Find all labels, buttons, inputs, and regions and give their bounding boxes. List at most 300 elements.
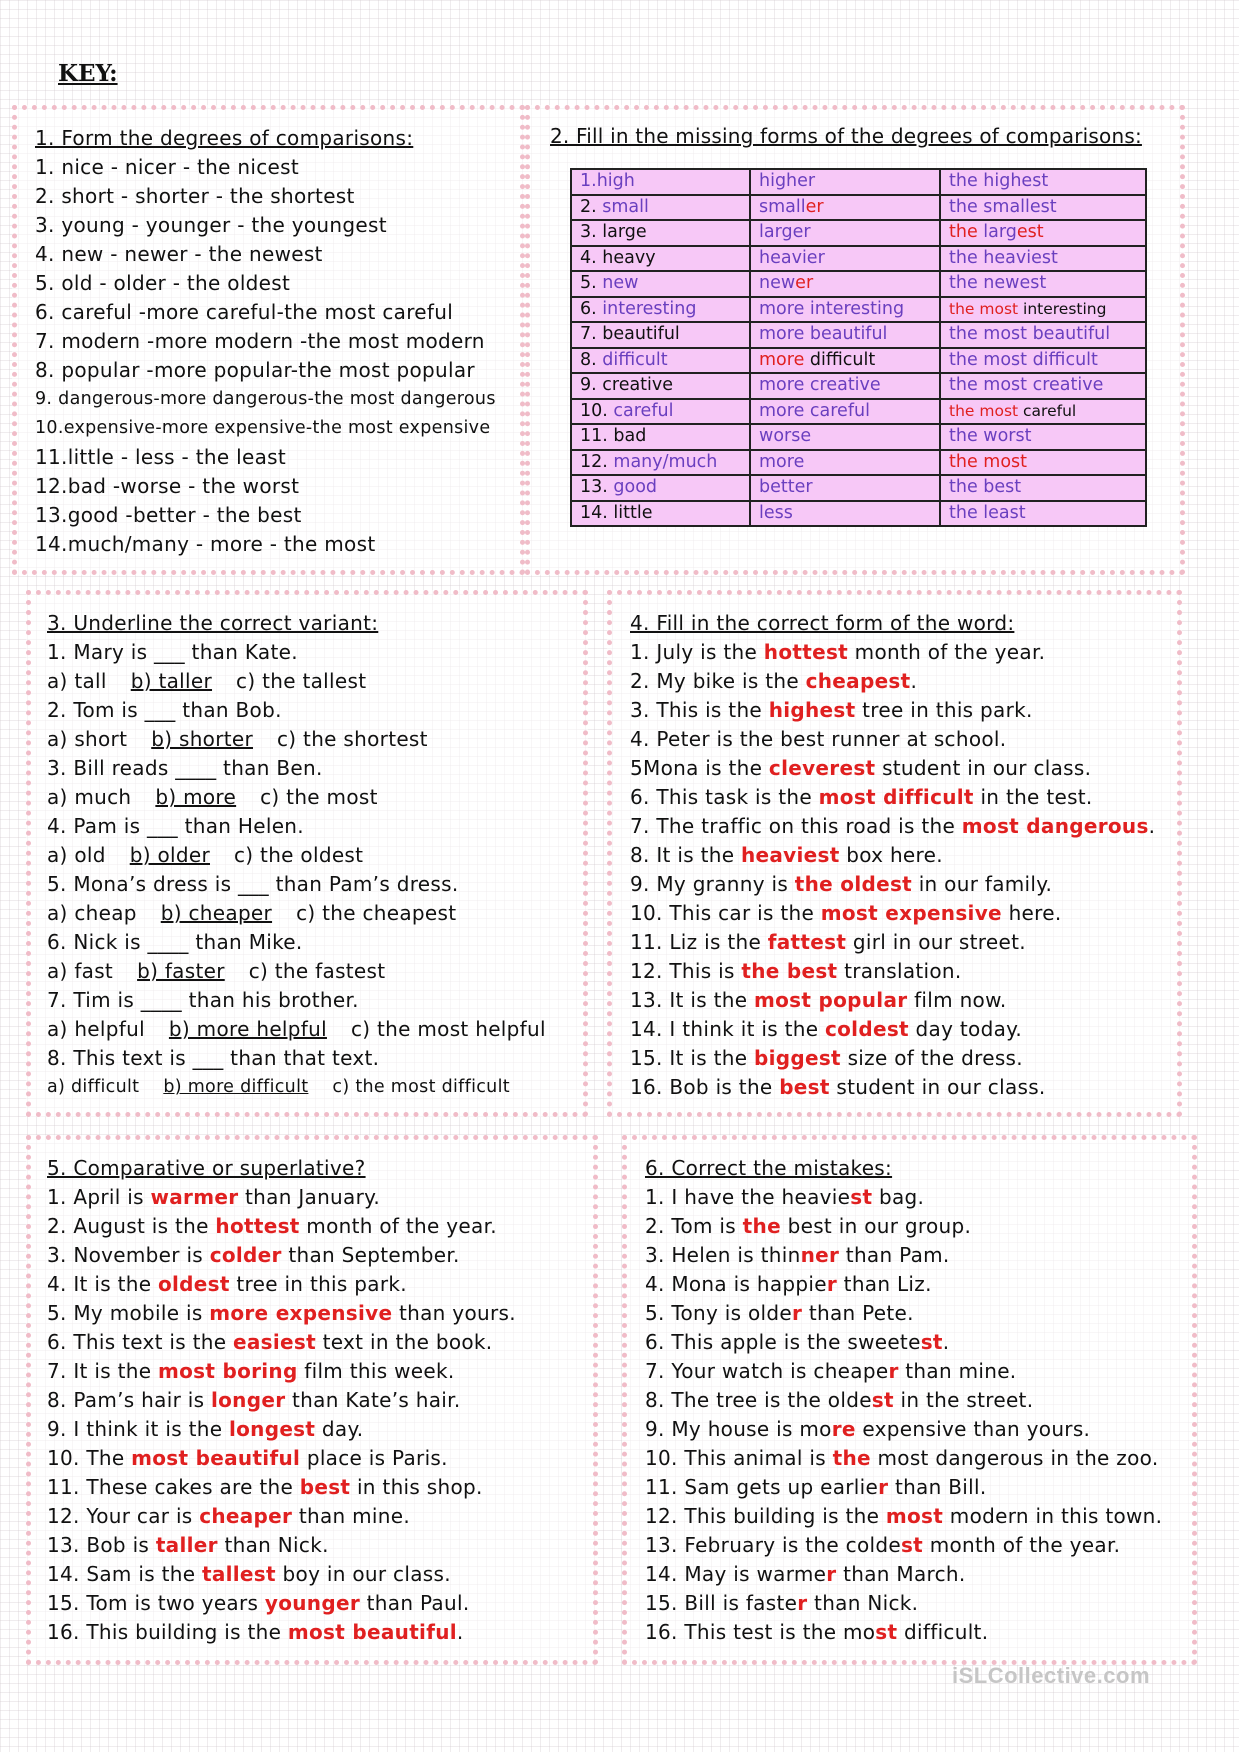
sentence-text: in this shop. [350,1475,483,1499]
table-cell [940,501,1146,527]
sentence-line [645,1299,1162,1328]
table-cell [571,450,750,476]
answer-word: cleverest [768,756,876,780]
sentence-text: 2. Tom is [645,1214,743,1238]
table-cell [750,169,940,195]
sentence-text: 10. The [47,1446,132,1470]
sentence-text: 12. Your car is [47,1504,200,1528]
cell-text: careful [1018,401,1077,420]
answer-word: most popular [753,988,908,1012]
sentence-text: than Paul. [360,1591,470,1615]
sentence-line [645,1589,1162,1618]
sentence-text: 3. Helen is thin [645,1243,801,1267]
cell-text: careful [613,400,674,421]
cell-text: 12. [580,451,614,472]
answer-line: 6. careful -more careful-the most careful [35,300,454,324]
sentence-line [645,1357,1162,1386]
cell-text: the most [949,299,1019,318]
answer-word: r [888,1359,899,1383]
cell-text: 13. [580,477,614,498]
sentence-text: here. [1001,901,1062,925]
cell-text: difficult [602,349,668,370]
table-cell [750,450,940,476]
option-a: a) helpful [47,1017,145,1041]
sentence-line [645,1531,1162,1560]
option-a: a) old [47,843,106,867]
cell-text: difficult [804,349,876,370]
table-row [571,424,1146,450]
sentence-line [47,1328,516,1357]
answer-line: 9. dangerous-more dangerous-the most dangerous [35,389,496,409]
answer-word: easiest [233,1330,316,1354]
sentence-text: 4. It is the [47,1272,158,1296]
table-cell [940,169,1146,195]
cell-text: 14. little [580,502,653,523]
answer-word: best [299,1475,351,1499]
sentence-line [630,1044,1155,1073]
sentence-text: than mine. [898,1359,1017,1383]
sentence-text: . [910,669,918,693]
answer-word: re [831,1417,856,1441]
sentence-text: 7. The traffic on this road is the [630,814,962,838]
section-3-title: 3. Underline the correct variant: [47,611,379,635]
table-row [571,322,1146,348]
sentence-line [645,1386,1162,1415]
table-cell [940,348,1146,374]
sentence-text: 6. This apple is the sweete [645,1330,921,1354]
sentence-text: 8. Pam’s hair is [47,1388,211,1412]
sentence-line [47,1444,516,1473]
table-cell [571,322,750,348]
table-cell [571,399,750,425]
sentence-line [645,1241,1162,1270]
table-cell [750,348,940,374]
cell-text: er [795,273,814,294]
cell-text: the most [949,401,1019,420]
option-c: c) the cheapest [296,901,457,925]
sentence-line [47,1183,516,1212]
section-3-box [26,590,588,1117]
options-line [47,667,546,696]
sentence-text: 3. This is the [630,698,769,722]
table-row [571,450,1146,476]
cell-text: er [805,196,824,217]
table-cell [750,246,940,272]
sentence-text: film this week. [297,1359,455,1383]
option-b-correct: b) more [155,785,237,809]
answer-word: biggest [753,1046,841,1070]
answer-word: hottest [215,1214,300,1238]
option-a: a) tall [47,669,107,693]
sentence-text: 1. April is [47,1185,151,1209]
sentence-text: 5. Tony is olde [645,1301,792,1325]
sentence-text: in the test. [973,785,1093,809]
table-row [571,501,1146,527]
answer-line: 5. old - older - the oldest [35,271,291,295]
sentence-text: than Liz. [837,1272,932,1296]
cell-text: small [759,196,806,217]
answer-word: most difficult [818,785,974,809]
cell-text: 4. heavy [580,247,656,268]
sentence-line [630,638,1155,667]
sentence-text: 2. August is the [47,1214,216,1238]
table-cell [750,220,940,246]
sentence-text: boy in our class. [275,1562,451,1586]
question-line: 7. Tim is ____ than his brother. [47,988,359,1012]
sentence-text: 14. Sam is the [47,1562,202,1586]
cell-text: more interesting [759,298,905,319]
table-cell [940,373,1146,399]
sentence-line [630,725,1155,754]
cell-text: more [759,451,805,472]
answer-word: r [878,1475,889,1499]
cell-text: 9. creative [580,375,674,396]
answer-word: colder [209,1243,282,1267]
sentence-text: film now. [907,988,1007,1012]
answer-word: tallest [201,1562,276,1586]
sentence-line [645,1473,1162,1502]
option-b-correct: b) more helpful [168,1017,327,1041]
answer-line: 2. short - shorter - the shortest [35,184,355,208]
sentence-text: 4. Mona is happie [645,1272,827,1296]
table-cell [571,169,750,195]
answer-word: st [875,1620,898,1644]
table-cell [940,220,1146,246]
table-row [571,195,1146,221]
sentence-line [47,1386,516,1415]
sentence-line [630,957,1155,986]
cell-text: the best [949,477,1022,498]
sentence-text: tree in this park. [229,1272,407,1296]
sentence-line [630,667,1155,696]
answer-word: longer [210,1388,286,1412]
sentence-line [47,1212,516,1241]
question-line: 8. This text is ___ than that text. [47,1046,380,1070]
answer-line: 4. new - newer - the newest [35,242,323,266]
cell-text: the [949,222,978,243]
sentence-text: 8. It is the [630,843,741,867]
answer-line: 13.good -better - the best [35,503,302,527]
sentence-text: day. [315,1417,364,1441]
cell-text: better [759,477,813,498]
options-line [47,841,546,870]
section-1-box [12,105,525,575]
answer-word: ner [800,1243,840,1267]
section-4-box [607,590,1182,1117]
sentence-text: than yours. [392,1301,516,1325]
cell-text: the most difficult [949,349,1098,370]
sentence-line [47,1415,516,1444]
sentence-text: 15. Tom is two years [47,1591,265,1615]
cell-text: worse [759,426,812,447]
sentence-text: month of the year. [848,640,1046,664]
cell-text: the least [949,502,1026,523]
cell-text: many/much [613,451,718,472]
section-4-title: 4. Fill in the correct form of the word: [630,611,1015,635]
sentence-text: 6. This text is the [47,1330,234,1354]
cell-text: the heaviest [949,247,1058,268]
sentence-line [645,1270,1162,1299]
sentence-text: than March. [836,1562,966,1586]
question-line: 3. Bill reads ____ than Ben. [47,756,323,780]
option-b-correct: b) cheaper [160,901,273,925]
option-a: a) much [47,785,132,809]
answer-word: most beautiful [287,1620,457,1644]
sentence-text: girl in our street. [846,930,1026,954]
sentence-text: month of the year. [299,1214,497,1238]
sentence-text: 3. November is [47,1243,210,1267]
sentence-text: 13. It is the [630,988,754,1012]
sentence-text: than September. [281,1243,460,1267]
sentence-line [47,1357,516,1386]
answer-line: 7. modern -more modern -the most modern [35,329,485,353]
table-cell [940,424,1146,450]
question-line: 4. Pam is ___ than Helen. [47,814,304,838]
answer-word: the [742,1214,781,1238]
table-row [571,297,1146,323]
answer-word: best [779,1075,830,1099]
sentence-text: 11. Sam gets up earlie [645,1475,879,1499]
sentence-text: modern in this town. [943,1504,1163,1528]
sentence-line [630,812,1155,841]
cell-text: the most creative [949,375,1104,396]
sentence-text: in the street. [893,1388,1034,1412]
table-row [571,399,1146,425]
answer-word: st [900,1533,924,1557]
cell-text: 1.high [580,171,635,192]
table-cell [750,195,940,221]
sentence-line [47,1270,516,1299]
section-6-title: 6. Correct the mistakes: [645,1156,893,1180]
sentence-text: in our family. [912,872,1053,896]
sentence-text: 6. This task is the [630,785,819,809]
sentence-line [630,1073,1155,1102]
sentence-text: best in our group. [780,1214,972,1238]
sentence-text: box here. [839,843,943,867]
option-c: c) the shortest [277,727,428,751]
option-b-correct: b) faster [137,959,225,983]
sentence-text: student in our class. [829,1075,1046,1099]
section-2-box [525,105,1185,575]
answer-word: coldest [824,1017,909,1041]
option-c: c) the most [260,785,378,809]
options-line [47,725,546,754]
cell-text: interesting [602,298,697,319]
cell-text: the smallest [949,196,1057,217]
table-cell [571,195,750,221]
table-cell [750,373,940,399]
table-row [571,220,1146,246]
sentence-text: 16. Bob is the [630,1075,780,1099]
option-b-correct: b) taller [130,669,213,693]
section-5-title: 5. Comparative or superlative? [47,1156,366,1180]
cell-text: the worst [949,426,1032,447]
table-cell [750,424,940,450]
answer-word: most expensive [820,901,1002,925]
sentence-text: text in the book. [315,1330,493,1354]
table-cell [571,246,750,272]
table-row [571,348,1146,374]
answer-line: 8. popular -more popular-the most popular [35,358,475,382]
answer-line: 10.expensive-more expensive-the most expensive [35,418,491,438]
option-c: c) the most difficult [332,1077,510,1097]
section-6-box [622,1135,1197,1665]
sentence-line [47,1299,516,1328]
sentence-text: 15. It is the [630,1046,754,1070]
sentence-line [645,1560,1162,1589]
watermark-logo: iSLCollective.com [952,1663,1151,1688]
sentence-text: than Bill. [888,1475,987,1499]
sentence-text: than Nick. [217,1533,329,1557]
cell-text: higher [759,171,816,192]
cell-text: more careful [759,400,870,421]
cell-text: more creative [759,375,881,396]
answer-word: oldest [157,1272,230,1296]
question-line: 2. Tom is ___ than Bob. [47,698,282,722]
sentence-text: than Kate’s hair. [285,1388,461,1412]
sentence-line [630,870,1155,899]
cell-text: 5. [580,273,603,294]
table-cell [940,450,1146,476]
cell-text: 11. bad [580,426,647,447]
table-cell [750,501,940,527]
question-line: 1. Mary is ___ than Kate. [47,640,298,664]
sentence-text: 14. I think it is the [630,1017,825,1041]
cell-text: less [759,502,793,523]
table-cell [571,271,750,297]
sentence-text: 5. My mobile is [47,1301,210,1325]
sentence-text: expensive than yours. [855,1417,1091,1441]
table-cell [940,195,1146,221]
sentence-text: 10. This animal is [645,1446,833,1470]
key-heading: KEY: [58,60,118,87]
answer-word: fattest [767,930,847,954]
sentence-text: than January. [238,1185,381,1209]
answer-line: 12.bad -worse - the worst [35,474,300,498]
answer-word: most beautiful [131,1446,301,1470]
cell-text: the newest [949,273,1047,294]
cell-text: more [759,349,805,370]
table-cell [571,424,750,450]
sentence-text: day today. [908,1017,1023,1041]
cell-text: more beautiful [759,324,888,345]
sentence-line [645,1212,1162,1241]
table-cell [750,297,940,323]
section-5-box [26,1135,598,1665]
cell-text: new [602,273,639,294]
answer-word: most boring [157,1359,298,1383]
answer-word: most [885,1504,944,1528]
answer-word: highest [768,698,856,722]
option-c: c) the most helpful [350,1017,546,1041]
sentence-text: 1. July is the [630,640,764,664]
option-a: a) short [47,727,128,751]
question-line: 6. Nick is ____ than Mike. [47,930,303,954]
sentence-text: 11. These cakes are the [47,1475,300,1499]
cell-text: the most [949,451,1028,472]
section-1-title: 1. Form the degrees of comparisons: [35,126,414,150]
sentence-line [630,986,1155,1015]
sentence-text: . [1148,814,1156,838]
sentence-text: bag. [872,1185,925,1209]
sentence-text: 12. This is [630,959,742,983]
answer-word: r [826,1562,837,1586]
sentence-text: than Nick. [807,1591,919,1615]
table-cell [750,399,940,425]
option-c: c) the tallest [236,669,367,693]
cell-text: 3. large [580,222,647,243]
options-line [47,899,546,928]
answer-word: taller [155,1533,218,1557]
options-line [47,1015,546,1044]
cell-text: good [613,477,658,498]
answer-word: heaviest [740,843,840,867]
sentence-line [645,1444,1162,1473]
sentence-text: difficult. [897,1620,989,1644]
table-cell [750,475,940,501]
sentence-line [645,1618,1162,1647]
table-row [571,475,1146,501]
option-a: a) difficult [47,1077,140,1097]
sentence-line [630,899,1155,928]
section-2-title: 2. Fill in the missing forms of the degrees of comparisons: [550,124,1142,148]
sentence-line [47,1502,516,1531]
sentence-text: 13. February is the colde [645,1533,901,1557]
answer-word: warmer [150,1185,239,1209]
cell-text: 10. [580,400,614,421]
answer-word: r [792,1301,803,1325]
answer-word: the [832,1446,871,1470]
answer-line: 1. nice - nicer - the nicest [35,155,299,179]
sentence-text: 8. The tree is the olde [645,1388,872,1412]
sentence-text: place is Paris. [300,1446,448,1470]
sentence-text: 9. I think it is the [47,1417,229,1441]
answer-word: younger [264,1591,360,1615]
table-cell [940,322,1146,348]
sentence-text: 16. This test is the mo [645,1620,876,1644]
sentence-text: than Pam. [839,1243,950,1267]
sentence-line [630,754,1155,783]
sentence-text: translation. [837,959,962,983]
table-cell [940,297,1146,323]
sentence-text: 1. I have the heavie [645,1185,851,1209]
options-line [47,783,546,812]
sentence-text: 9. My house is mo [645,1417,832,1441]
sentence-line [645,1183,1162,1212]
cell-text: the highest [949,171,1049,192]
sentence-line [47,1531,516,1560]
answer-word: most dangerous [961,814,1149,838]
table-cell [571,348,750,374]
table-row [571,373,1146,399]
sentence-line [47,1241,516,1270]
answer-word: cheaper [199,1504,293,1528]
cell-text: new [759,273,796,294]
cell-text: small [602,196,649,217]
answer-word: r [826,1272,838,1296]
table-row [571,271,1146,297]
sentence-line [47,1473,516,1502]
sentence-text: than Pete. [802,1301,914,1325]
table-cell [571,297,750,323]
answer-word: st [850,1185,873,1209]
cell-text: larg [977,222,1017,243]
cell-text: the most beautiful [949,324,1111,345]
sentence-text: most dangerous in the zoo. [870,1446,1159,1470]
table-cell [571,501,750,527]
option-c: c) the fastest [248,959,386,983]
comparison-table [570,168,1147,527]
